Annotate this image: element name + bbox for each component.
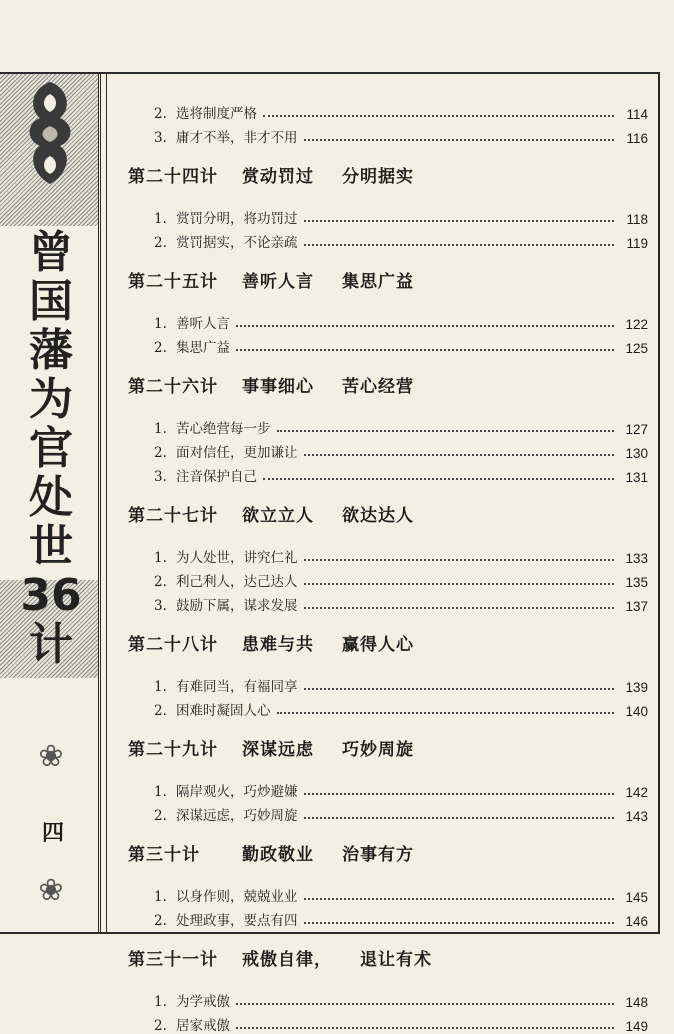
- chapter-title-part1: 欲立立人: [242, 506, 314, 526]
- entry-page: 131: [625, 470, 648, 485]
- toc-entry[interactable]: [128, 590, 648, 614]
- entry-number: 2.: [154, 340, 167, 356]
- book-title-char: 36: [20, 570, 82, 621]
- chapter-number: 第二十八计: [128, 635, 218, 655]
- entry-page: 114: [626, 107, 648, 122]
- book-title-char: 藩: [29, 325, 73, 376]
- toc-entry[interactable]: [128, 437, 648, 461]
- dot-leader: [304, 559, 615, 561]
- dot-leader: [304, 688, 615, 690]
- entry-page: 146: [625, 914, 648, 929]
- toc-entry[interactable]: [128, 122, 648, 146]
- entry-label: 鼓励下属，谋求发展: [176, 598, 298, 614]
- entry-page: 139: [625, 680, 648, 695]
- dot-leader: [277, 712, 615, 714]
- toc-entry[interactable]: [128, 203, 648, 227]
- chapter-number: 第三十计: [128, 845, 200, 865]
- chapter-title-part1: 勤政敬业: [242, 845, 314, 865]
- entry-label: 为学戒傲: [176, 994, 230, 1010]
- entry-number: 2.: [154, 574, 167, 590]
- entry-page: 116: [626, 131, 648, 146]
- entry-number: 3.: [154, 130, 167, 146]
- entry-label: 注音保护自己: [176, 469, 257, 485]
- entry-number: 2.: [154, 1018, 167, 1034]
- entry-label: 利己利人，达己达人: [176, 574, 298, 590]
- entry-label: 为人处世，讲究仁礼: [176, 550, 298, 566]
- toc-entry[interactable]: [128, 1010, 648, 1034]
- entry-label: 庸才不举，非才不用: [176, 130, 298, 146]
- entry-label: 有难同当，有福同享: [176, 679, 298, 695]
- sidebar-rule: [98, 74, 101, 932]
- chapter-title-part1: 事事细心: [242, 377, 314, 397]
- chapter-number: 第二十五计: [128, 272, 218, 292]
- entry-number: 3.: [154, 598, 167, 614]
- entry-number: 2.: [154, 808, 167, 824]
- dot-leader: [304, 220, 615, 222]
- chapter-number: 第三十一计: [128, 950, 218, 970]
- table-of-contents: [128, 98, 648, 1034]
- chapter-number: 第二十七计: [128, 506, 218, 526]
- entry-page: 142: [625, 785, 648, 800]
- entry-page: 125: [625, 341, 648, 356]
- dot-leader: [304, 139, 615, 141]
- toc-entry[interactable]: [128, 98, 648, 122]
- chapter-title-part1: 赏动罚过: [242, 167, 314, 187]
- flower-ornament-icon: ❀: [38, 739, 64, 774]
- dot-leader: [277, 430, 615, 432]
- chapter-heading[interactable]: [128, 943, 648, 972]
- chapter-number: 第二十四计: [128, 167, 218, 187]
- entry-page: 148: [625, 995, 648, 1010]
- chapter-title-part2: 分明据实: [342, 167, 414, 187]
- entry-page: 122: [625, 317, 648, 332]
- book-title-char: 曾: [29, 227, 73, 278]
- entry-label: 面对信任，更加谦让: [176, 445, 298, 461]
- toc-entry[interactable]: [128, 776, 648, 800]
- toc-entry[interactable]: [128, 905, 648, 929]
- chapter-number: 第二十六计: [128, 377, 218, 397]
- entry-page: 143: [625, 809, 648, 824]
- dot-leader: [236, 325, 614, 327]
- toc-entry[interactable]: [128, 671, 648, 695]
- entry-page: 127: [625, 422, 648, 437]
- content-rule: [106, 74, 107, 932]
- entry-page: 149: [625, 1019, 648, 1034]
- dot-leader: [263, 115, 614, 117]
- toc-entry[interactable]: [128, 986, 648, 1010]
- chapter-title-part2: 集思广益: [342, 272, 414, 292]
- entry-number: 1.: [154, 784, 167, 800]
- chapter-title-part1: 患难与共: [242, 635, 314, 655]
- chapter-title-part1: 善听人言: [242, 272, 314, 292]
- chapter-title-part2: 赢得人心: [342, 635, 414, 655]
- entry-number: 1.: [154, 994, 167, 1010]
- toc-entry[interactable]: [128, 308, 648, 332]
- dot-leader: [304, 898, 615, 900]
- entry-label: 居家戒傲: [176, 1018, 230, 1034]
- entry-page: 140: [625, 704, 648, 719]
- entry-label: 处理政事，要点有四: [176, 913, 298, 929]
- toc-entry[interactable]: [128, 566, 648, 590]
- book-title-char: 处: [29, 472, 73, 523]
- entry-number: 1.: [154, 550, 167, 566]
- dot-leader: [236, 1027, 614, 1029]
- toc-entry[interactable]: [128, 800, 648, 824]
- chapter-heading[interactable]: [128, 499, 648, 528]
- dot-leader: [304, 583, 615, 585]
- dot-leader: [236, 1003, 614, 1005]
- chapter-title-part1: 深谋远虑: [242, 740, 314, 760]
- chapter-title-part2: 苦心经营: [342, 377, 414, 397]
- book-title: [12, 227, 90, 670]
- dot-leader: [304, 244, 615, 246]
- dot-leader: [304, 607, 615, 609]
- chapter-title-part1: 戒傲自律，: [242, 950, 332, 970]
- chapter-heading[interactable]: [128, 628, 648, 657]
- entry-label: 困难时凝固人心: [176, 703, 271, 719]
- chapter-title-part2: 欲达达人: [342, 506, 414, 526]
- toc-entry[interactable]: [128, 881, 648, 905]
- chapter-title-part2: 巧妙周旋: [342, 740, 414, 760]
- entry-label: 赏罚分明，将功罚过: [176, 211, 298, 227]
- entry-number: 1.: [154, 679, 167, 695]
- chapter-heading[interactable]: [128, 838, 648, 867]
- chapter-heading[interactable]: [128, 370, 648, 399]
- page-border-right: [658, 72, 660, 934]
- book-title-char: 官: [29, 423, 73, 474]
- entry-number: 1.: [154, 316, 167, 332]
- chapter-title-part2: 治事有方: [342, 845, 414, 865]
- entry-number: 1.: [154, 889, 167, 905]
- entry-label: 集思广益: [176, 340, 230, 356]
- toc-entry[interactable]: [128, 695, 648, 719]
- chapter-heading[interactable]: [128, 160, 648, 189]
- dot-leader: [236, 349, 614, 351]
- entry-number: 1.: [154, 211, 167, 227]
- toc-entry[interactable]: [128, 332, 648, 356]
- book-title-char: 为: [29, 374, 73, 425]
- chapter-heading[interactable]: [128, 265, 648, 294]
- entry-number: 1.: [154, 421, 167, 437]
- entry-number: 2.: [154, 703, 167, 719]
- chapter-number: 第二十九计: [128, 740, 218, 760]
- book-title-char: 世: [29, 521, 73, 572]
- entry-label: 以身作则，兢兢业业: [176, 889, 298, 905]
- sidebar-page-number: 四: [41, 820, 64, 846]
- entry-number: 2.: [154, 106, 167, 122]
- toc-entry[interactable]: [128, 227, 648, 251]
- entry-label: 深谋远虑，巧妙周旋: [176, 808, 298, 824]
- flower-ornament-icon: ❀: [38, 873, 64, 908]
- dot-leader: [304, 454, 615, 456]
- entry-page: 118: [626, 212, 648, 227]
- toc-entry[interactable]: [128, 461, 648, 485]
- entry-number: 3.: [154, 469, 167, 485]
- entry-label: 苦心绝营每一步: [176, 421, 271, 437]
- entry-page: 133: [625, 551, 648, 566]
- entry-page: 135: [625, 575, 648, 590]
- entry-page: 137: [625, 599, 648, 614]
- chapter-title-part2: 退让有术: [360, 950, 432, 970]
- chapter-heading[interactable]: [128, 733, 648, 762]
- entry-page: 119: [626, 236, 648, 251]
- book-title-char: 计: [29, 619, 73, 670]
- entry-number: 2.: [154, 235, 167, 251]
- toc-entry[interactable]: [128, 413, 648, 437]
- dot-leader: [304, 793, 615, 795]
- entry-label: 善听人言: [176, 316, 230, 332]
- book-title-char: 国: [29, 276, 73, 327]
- entry-label: 隔岸观火，巧炒避嫌: [176, 784, 298, 800]
- toc-entry[interactable]: [128, 542, 648, 566]
- dot-leader: [304, 922, 615, 924]
- entry-label: 赏罚据实，不论亲疏: [176, 235, 298, 251]
- entry-page: 145: [625, 890, 648, 905]
- dot-leader: [263, 478, 614, 480]
- entry-number: 2.: [154, 445, 167, 461]
- entry-label: 选将制度严格: [176, 106, 257, 122]
- dot-leader: [304, 817, 615, 819]
- entry-page: 130: [625, 446, 648, 461]
- dragon-ornament-icon: [18, 78, 82, 188]
- entry-number: 2.: [154, 913, 167, 929]
